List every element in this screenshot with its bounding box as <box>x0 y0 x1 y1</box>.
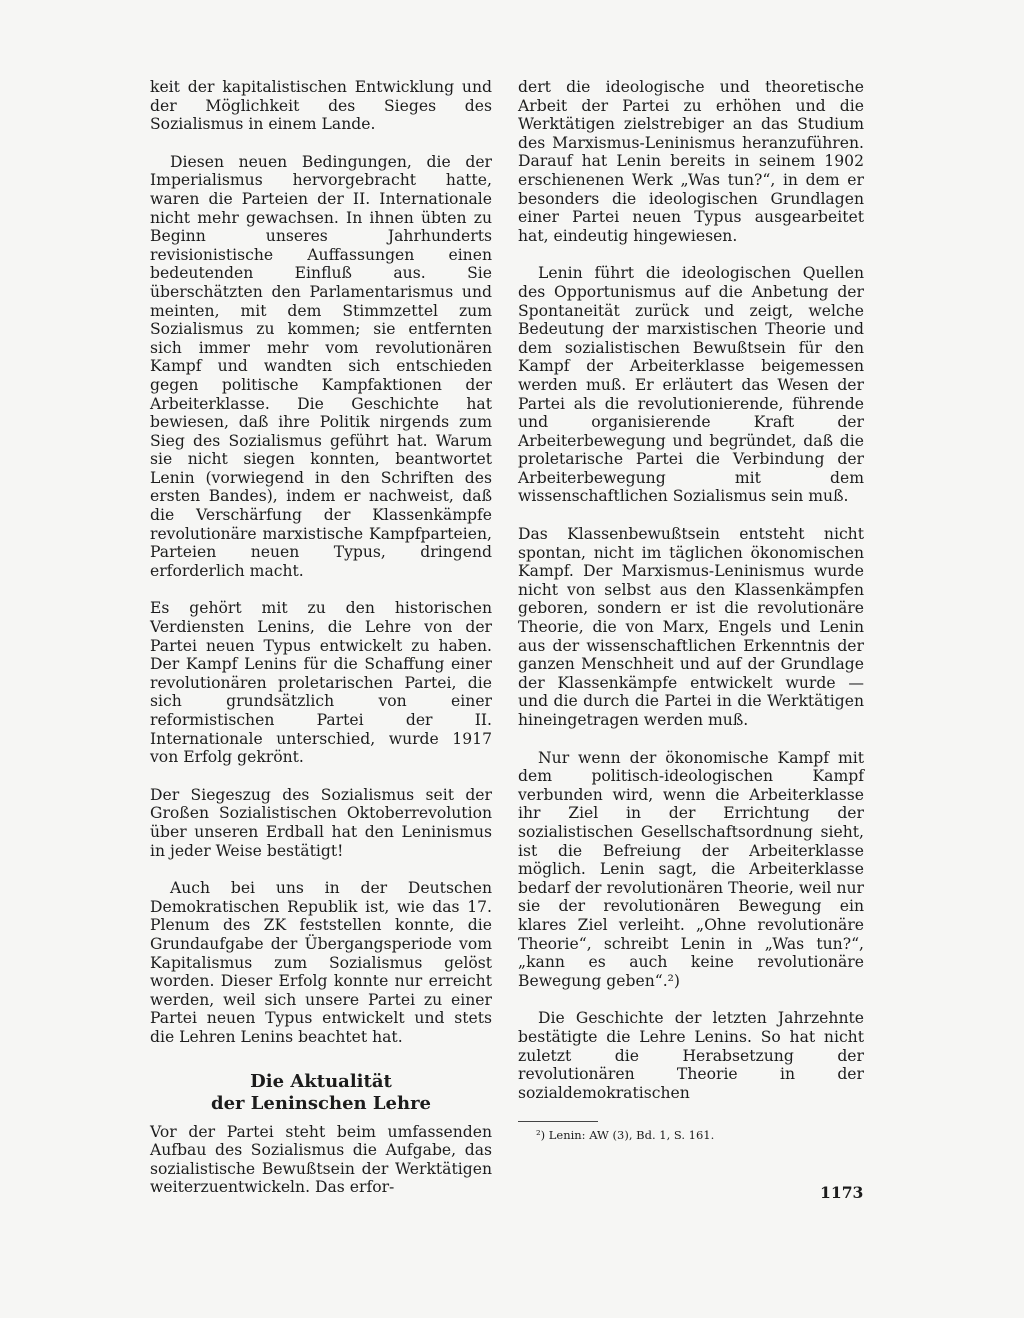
paragraph: Diesen neuen Bedingungen, die der Imperialismus hervorgebracht hatte, waren die Parteien der II. Internationale nicht mehr gewachsen. In ihnen übten zu Beginn unseres Jahrhunderts revisionistische Auffassungen einen bedeutenden Einfluß aus. Sie überschätzten den Parlamentarismus und meinten, mit dem Stimmzettel zum Sozialismus zu kommen; sie entfernten sich immer mehr vom revolutionären Kampf und wandten sich entschieden gegen politische Kampfaktionen der Arbeiterklasse. Die Geschichte hat bewiesen, daß ihre Politik nirgends zum Sieg des Sozialismus geführt hat. Warum sie nicht siegen konnten, beantwortet Lenin (vorwiegend in den Schriften des ersten Bandes), indem er nachweist, daß die Verschärfung der Klassenkämpfe revolutionäre marxistische Kampfparteien, Parteien neuen Typus, dringend erforderlich macht. <box>150 152 492 580</box>
left-column <box>150 78 492 1216</box>
paragraph: Auch bei uns in der Deutschen Demokratischen Republik ist, wie das 17. Plenum des ZK feststellen konnte, die Grundaufgabe der Übergangsperiode vom Kapitalismus zum Sozialismus gelöst worden. Dieser Erfolg konnte nur erreicht werden, weil sich unsere Partei zu einer Partei neuen Typus entwickelt und stets die Lehren Lenins beachtet hat. <box>150 879 492 1046</box>
paragraph: Der Siegeszug des Sozialismus seit der Großen Sozialistischen Oktoberrevolution über unseren Erdball hat den Leninismus in jeder Weise bestätigt! <box>150 785 492 860</box>
section-heading-line-1: Die Aktualität <box>250 1070 392 1092</box>
page-number: 1173 <box>820 1183 864 1202</box>
section-heading <box>150 1071 492 1115</box>
paragraph: Es gehört mit zu den historischen Verdiensten Lenins, die Lehre von der Partei neuen Typus entwickelt zu haben. Der Kampf Lenins für die Schaffung einer revolutionären proletarischen Partei, die sich grundsätzlich von einer reformistischen Partei der II. Internationale unterschied, wurde 1917 von Erfolg gekrönt. <box>150 599 492 767</box>
right-column <box>518 78 864 1142</box>
paragraph: dert die ideologische und theoretische Arbeit der Partei zu erhöhen und die Werktätigen zielstrebiger an das Studium des Marxismus-Leninismus heranzuführen. Darauf hat Lenin bereits in seinem 1902 erschienenen Werk „Was tun?“, in dem er besonders die ideologischen Grundlagen einer Partei neuen Typus ausgearbeitet hat, eindeutig hingewiesen. <box>518 78 864 245</box>
section-heading-line-2: der Leninschen Lehre <box>210 1092 432 1114</box>
paragraph: Das Klassenbewußtsein entsteht nicht spontan, nicht im täglichen ökonomischen Kampf. Der Marxismus-Leninismus wurde nicht von selbst aus den Klassenkämpfen geboren, sondern er ist die revolutionäre Theorie, die von Marx, Engels und Lenin aus der wissenschaftlichen Erkenntnis der ganzen Menschheit und auf der Grundlage der Klassenkämpfe entwickelt wurde — und die durch die Partei in die Werktätigen hineingetragen werden muß. <box>518 525 864 729</box>
paragraph: Nur wenn der ökonomische Kampf mit dem politisch-ideologischen Kampf verbunden wird, wenn die Arbeiterklasse ihr Ziel in der Errichtung der sozialistischen Gesellschaftsordnung sieht, ist die Befreiung der Arbeiterklasse möglich. Lenin sagt, die Arbeiterklasse bedarf der revolutionären Theorie, weil nur sie der revolutionären Bewegung ein klares Ziel verleiht. „Ohne revolutionäre Theorie“, schreibt Lenin in „Was tun?“, „kann es auch keine revolutionäre Bewegung geben“.²) <box>518 748 864 990</box>
paragraph: keit der kapitalistischen Entwicklung und der Möglichkeit des Sieges des Sozialismus in einem Lande. <box>150 78 492 134</box>
paragraph: Lenin führt die ideologischen Quellen des Opportunismus auf die Anbetung der Spontaneität zurück und zeigt, welche Bedeutung der marxistischen Theorie und dem sozialistischen Bewußtsein für den Kampf der Arbeiterklasse beigemessen werden muß. Er erläutert das Wesen der Partei als die revolutionierende, führende und organisierende Kraft der Arbeiterbewegung und begründet, daß die proletarische Partei die Verbindung der Arbeiterbewegung mit dem wissenschaftlichen Sozialismus sein muß. <box>518 264 864 506</box>
footnote-divider <box>518 1121 598 1122</box>
paragraph: Vor der Partei steht beim umfassenden Aufbau des Sozialismus die Aufgabe, das sozialistische Bewußtsein der Werktätigen weiterzuentwickeln. Das erfor- <box>150 1122 492 1197</box>
footnote: ²) Lenin: AW (3), Bd. 1, S. 161. <box>536 1128 715 1143</box>
paragraph: Die Geschichte der letzten Jahrzehnte bestätigte die Lehre Lenins. So hat nicht zuletzt die Herabsetzung der revolutionären Theorie in der sozialdemokratischen <box>518 1009 864 1102</box>
